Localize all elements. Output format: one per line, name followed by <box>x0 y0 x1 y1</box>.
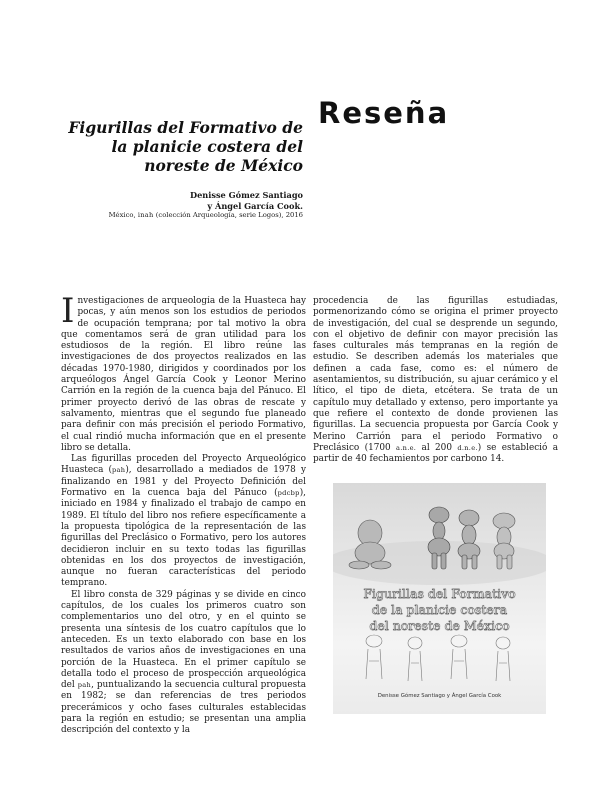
author-line-2: y Ángel García Cook. <box>207 201 303 211</box>
paragraph-2-text-a: Las figurillas proceden del Proyecto Arqueológico Huasteca ( <box>61 454 306 476</box>
paragraph-2-text-b: ), desarrollado a mediados de 1978 y finalizando en 1981 y del Proyecto Definición del Formativo en la cuenca baja del Pánuco ( <box>61 465 306 499</box>
paragraph-1-text: nvestigaciones de arqueología de la Huasteca hay pocas, y aún menos son los estudios de periodos de ocupación temprana; por tal motivo la obra que comentamos será de gran utilidad para los estudiosos de la región. El libro reúne las investigaciones de dos proyectos realizados en las décadas 1970-1980, dirigidos y coordinados por los arqueólogos Ángel García Cook y Leonor Merino Carrión en la región de la cuenca baja del Pánuco. El primer proyecto derivó de las obras de rescate y salvamento, mientras que el segundo fue planeado para definir con más precisión el periodo Formativo, el cual rindió mucha información que en el presente libro se detalla. <box>61 296 306 453</box>
pub-publisher: inah <box>137 211 154 219</box>
cover-title-line-1: Figurillas del Formativo <box>363 586 516 601</box>
abbr-pdcbp: pdcbp <box>277 489 300 498</box>
publication-info <box>23 211 303 220</box>
body-column-left <box>61 296 306 766</box>
review-authors <box>43 190 303 212</box>
book-title: Figurillas del Formativo de la planicie costera del noreste de México <box>68 118 303 175</box>
paragraph-4-text-c: ) se estableció a partir de 40 fechamientos por carbono 14. <box>313 442 558 465</box>
body-column-right <box>313 296 558 474</box>
paragraph-3-text-b: , puntualizando la secuencia cultural propuesta en 1982; se dan referencias de tres periodos precerámicos y ocho fases culturales establecidas para la región en estudio; se presentan una amplia descripción del contexto y la <box>61 680 306 736</box>
paragraph-3-text-a: El libro consta de 329 páginas y se divide en cinco capítulos, de los cuales los primeros cuatro son complementarios uno del otro, y en el quinto se presenta una síntesis de los cuatro capítulos que lo anteceden. Es un texto elaborado con base en los resultados de varios años de investigaciones en una porción de la Huasteca. En el primer capítulo se detalla todo el proceso de prospección arqueológica del <box>61 589 306 691</box>
cover-title-line-2: de la planicie costera <box>371 602 508 617</box>
paragraph-2-text-c: ), iniciado en 1984 y finalizado el trabajo de campo en 1989. El título del libro nos refiere específicamente a la propuesta tipológica de la representación de las figurillas del Preclásico o Formativo, pero los autores decidieron incluir en su texto todas las figurillas obtenidas en los dos proyectos de investigación, aunque no fueran características del periodo temprano. <box>61 488 306 589</box>
cover-authors: Denisse Gómez Santiago y Ángel García Cook <box>377 693 502 699</box>
cover-title-line-3: del noreste de México <box>369 618 510 633</box>
paragraph-2 <box>61 454 306 590</box>
book-cover-image <box>333 483 546 714</box>
paragraph-4-text-a: procedencia de las figurillas estudiadas, pormenorizando cómo se origina el primer proyecto de investigación, del cual se desprende un segundo, con el objetivo de definir con mayor precisión las fases culturales más tempranas en la región de estudio. Se describen además los materiales que definen a cada fase, como es: el número de asentamientos, su distribución, su ajuar cerámico y el lítico, el tipo de dieta, etcétera. Se trata de un capítulo muy detallado y extenso, pero importante ya que refiere el contexto de donde provienen las figurillas. La secuencia propuesta por García Cook y Merino Carrión para el periodo Formativo o Preclásico (1700 <box>313 296 558 453</box>
drop-cap: I <box>61 296 75 331</box>
paragraph-3 <box>61 590 306 737</box>
abbr-dne: d.n.e. <box>457 443 478 452</box>
abbr-ane: a.n.e. <box>396 443 417 452</box>
abbr-pah: pah <box>112 466 126 475</box>
paragraph-4-text-b: al 200 <box>416 442 458 453</box>
section-label: Reseña <box>318 96 450 130</box>
pub-place: México, <box>108 211 136 219</box>
cover-title <box>333 586 546 634</box>
paragraph-1 <box>61 296 306 454</box>
abbr-pah-2: pah <box>77 681 92 690</box>
pub-series: (colección Arqueología, serie Logos), 2016 <box>155 211 303 219</box>
paragraph-4 <box>313 296 558 465</box>
author-line-1: Denisse Gómez Santiago <box>189 190 303 200</box>
figurine-sketches <box>366 635 510 681</box>
